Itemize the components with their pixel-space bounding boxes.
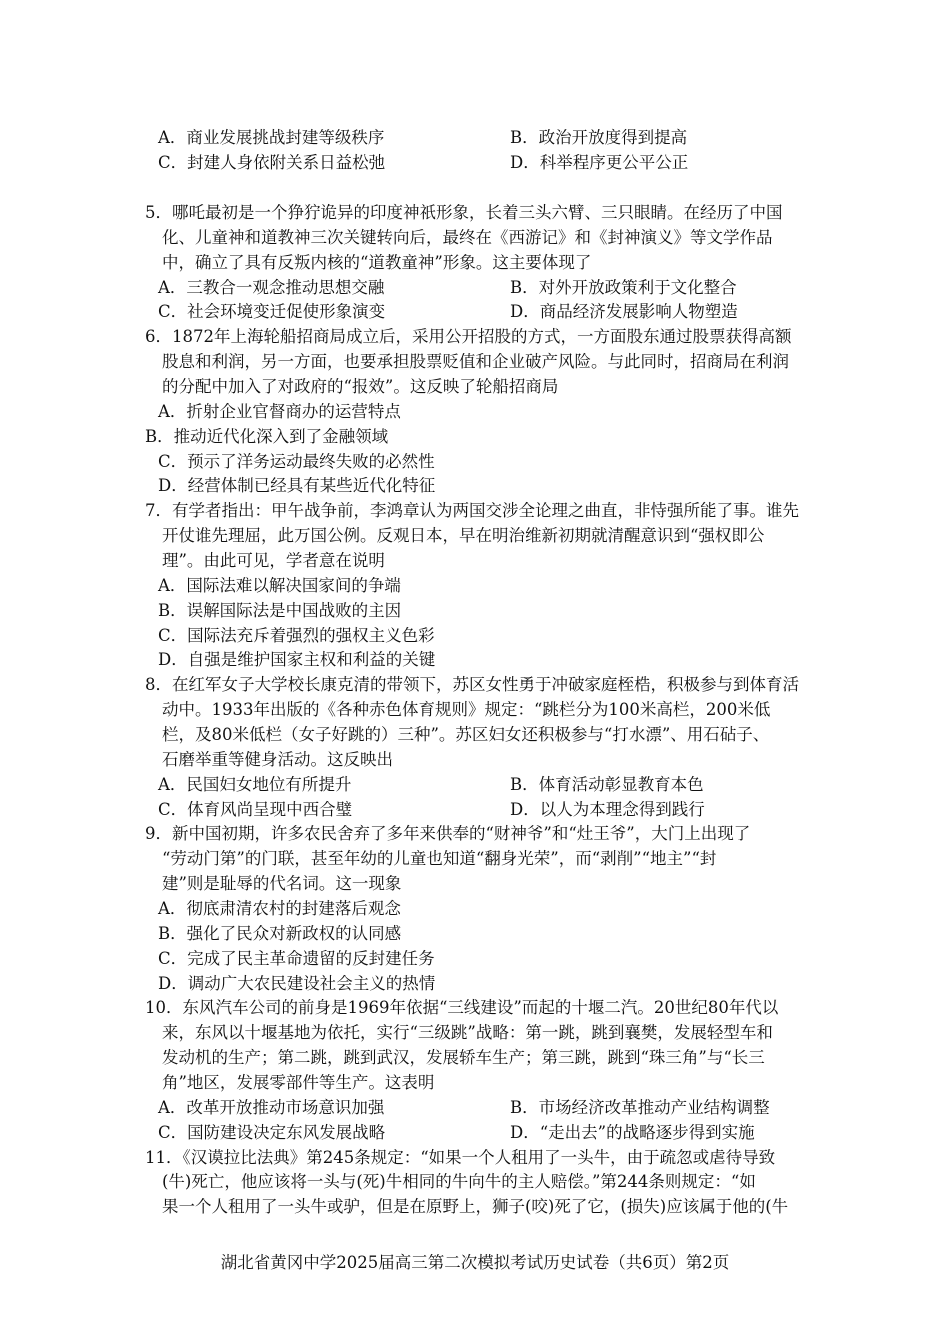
question-stem: 角”地区，发展零部件等生产。这表明 — [162, 1073, 435, 1092]
option-a: A．三教合一观念推动思想交融 — [158, 278, 385, 297]
option-a: A．彻底肃清农村的封建落后观念 — [158, 899, 401, 918]
option-a: A．折射企业官督商办的运营特点 — [158, 402, 401, 421]
question-stem: “劳动门第”的门联，甚至年幼的儿童也知道“翻身光荣”，而“剥削”“地主”“封 — [162, 849, 717, 868]
question-stem: 11．《汉谟拉比法典》第245条规定：“如果一个人租用了一头牛，由于疏忽或虐待导致 — [145, 1148, 776, 1167]
option-d: D．经营体制已经具有某些近代化特征 — [158, 476, 436, 495]
question-stem: 8．在红军女子大学校长康克清的带领下，苏区女性勇于冲破家庭桎梏，积极参与到体育活 — [145, 675, 799, 694]
question-stem: 的分配中加入了对政府的“报效”。这反映了轮船招商局 — [162, 377, 559, 396]
question-stem: 建”则是耻辱的代名词。这一现象 — [162, 874, 402, 893]
option-a: A．改革开放推动市场意识加强 — [158, 1098, 385, 1117]
option-b: B．政治开放度得到提高 — [510, 128, 688, 147]
question-stem: 10．东风汽车公司的前身是1969年依据“三线建设”而起的十堰二汽。20世纪80年代以 — [145, 998, 779, 1017]
option-c: C．完成了民主革命遗留的反封建任务 — [158, 949, 435, 968]
option-a: A．民国妇女地位有所提升 — [158, 775, 352, 794]
question-stem: 发动机的生产；第二跳，跳到武汉，发展轿车生产；第三跳，跳到“珠三角”与“长三 — [162, 1048, 765, 1067]
option-d: D．“走出去”的战略逐步得到实施 — [510, 1123, 755, 1142]
option-d: D．商品经济发展影响人物塑造 — [510, 302, 738, 321]
option-d: D．自强是维护国家主权和利益的关键 — [158, 650, 436, 669]
question-stem: 股息和利润，另一方面，也要承担股票贬值和企业破产风险。与此同时，招商局在利润 — [162, 352, 789, 371]
question-stem: 石磨举重等健身活动。这反映出 — [162, 750, 393, 769]
question-stem: 6．1872年上海轮船招商局成立后，采用公开招股的方式，一方面股东通过股票获得高额 — [145, 327, 792, 346]
option-c: C．封建人身依附关系日益松弛 — [158, 153, 386, 172]
option-a: A．国际法难以解决国家间的争端 — [158, 576, 401, 595]
option-c: C．国防建设决定东风发展战略 — [158, 1123, 386, 1142]
question-stem: 果一个人租用了一头牛或驴，但是在原野上，狮子(咬)死了它，(损失)应该属于他的(牛 — [162, 1197, 789, 1216]
option-b: B．体育活动彰显教育本色 — [510, 775, 704, 794]
question-stem: 7．有学者指出：甲午战争前，李鸿章认为两国交涉全论理之曲直，非恃强所能了事。谁先 — [145, 501, 799, 520]
option-b: B．推动近代化深入到了金融领域 — [145, 427, 389, 446]
question-stem: 中，确立了具有反叛内核的“道教童神”形象。这主要体现了 — [162, 253, 592, 272]
question-stem: 动中。1933年出版的《各种赤色体育规则》规定：“跳栏分为100米高栏，200米低 — [162, 700, 771, 719]
question-stem: 5．哪吒最初是一个狰狞诡异的印度神祇形象，长着三头六臂、三只眼睛。在经历了中国 — [145, 203, 783, 222]
question-stem: 化、儿童神和道教神三次关键转向后，最终在《西游记》和《封神演义》等文学作品 — [162, 228, 773, 247]
option-c: C．国际法充斥着强烈的强权主义色彩 — [158, 626, 435, 645]
question-stem: 开仗谁先理屈，此万国公例。反观日本，早在明治维新初期就清醒意识到“强权即公 — [162, 526, 765, 545]
option-b: B．市场经济改革推动产业结构调整 — [510, 1098, 770, 1117]
question-stem: 来，东风以十堰基地为依托，实行“三级跳”战略：第一跳，跳到襄樊，发展轻型车和 — [162, 1023, 773, 1042]
option-d: D．调动广大农民建设社会主义的热情 — [158, 974, 436, 993]
option-c: C．体育风尚呈现中西合璧 — [158, 800, 353, 819]
question-stem: 9．新中国初期，许多农民舍弃了多年来供奉的“财神爷”和“灶王爷”，大门上出现了 — [145, 824, 751, 843]
question-stem: (牛)死亡，他应该将一头与(死)牛相同的牛向牛的主人赔偿。”第244条则规定：“如 — [162, 1172, 756, 1191]
option-c: C．预示了洋务运动最终失败的必然性 — [158, 452, 435, 471]
option-c: C．社会环境变迁促使形象演变 — [158, 302, 386, 321]
option-b: B．对外开放政策利于文化整合 — [510, 278, 737, 297]
option-b: B．误解国际法是中国战败的主因 — [158, 601, 402, 620]
option-b: B．强化了民众对新政权的认同感 — [158, 924, 402, 943]
option-a: A．商业发展挑战封建等级秩序 — [158, 128, 385, 147]
option-d: D．科举程序更公平公正 — [510, 153, 689, 172]
question-stem: 栏，及80米低栏（女子好跳的）三种”。苏区妇女还积极参与“打水漂”、用石砧子、 — [162, 725, 770, 744]
option-d: D．以人为本理念得到践行 — [510, 800, 705, 819]
page-footer: 湖北省黄冈中学2025届高三第二次模拟考试历史试卷（共6页）第2页 — [220, 1253, 730, 1272]
question-stem: 理”。由此可见，学者意在说明 — [162, 551, 385, 570]
